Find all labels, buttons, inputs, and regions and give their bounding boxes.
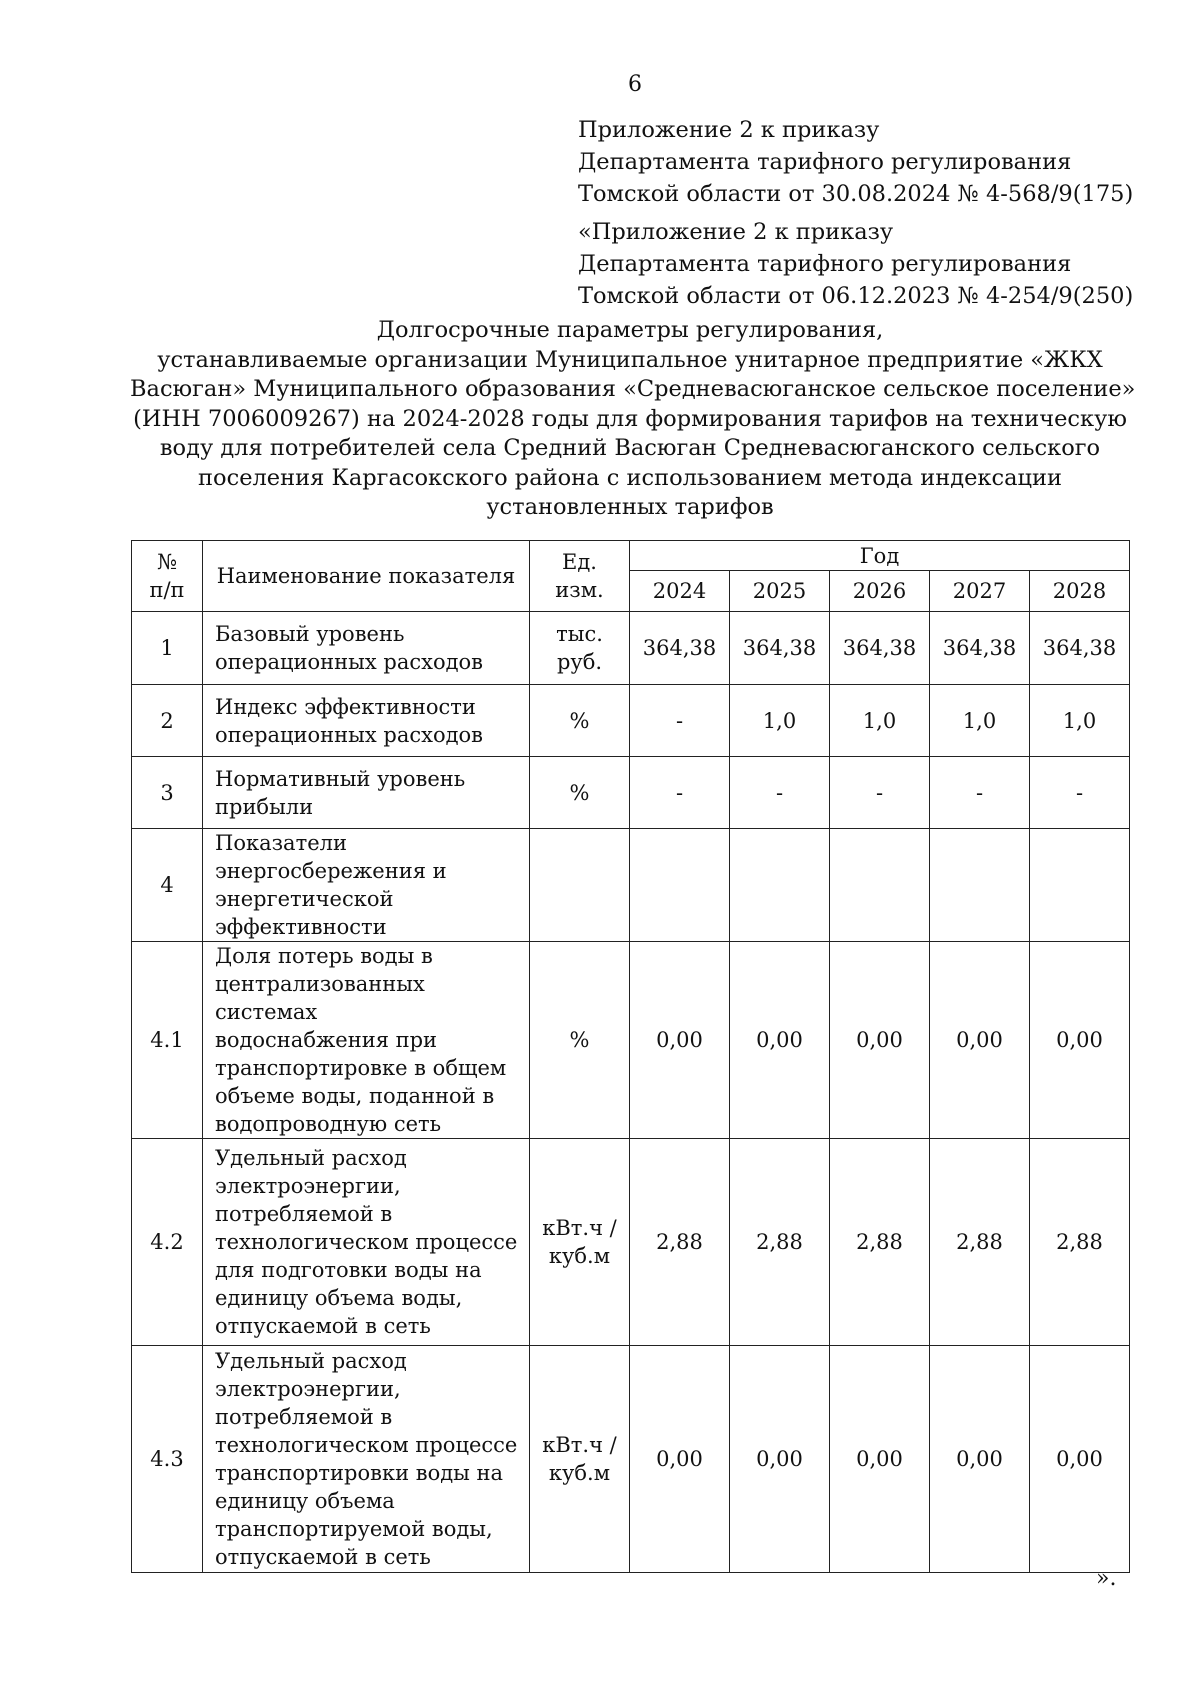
value-cell-2024: 364,38 [630,612,730,685]
table-row [132,942,1130,1139]
value-cell-2024: 2,88 [630,1139,730,1346]
appendix-current-line: Томской области от 30.08.2024 № 4-568/9(175) [578,181,1134,207]
row-number-cell: 1 [132,612,203,685]
indicator-name-line: Нормативный уровень [215,766,466,791]
value-cell-2026: 0,00 [830,942,930,1139]
header-year: 2027 [930,571,1030,612]
closing-quote-mark: ». [1096,1566,1117,1591]
value-cell-2027: 364,38 [930,612,1030,685]
indicator-name-line: Индекс эффективности [215,694,476,719]
indicator-name-line: Доля потерь воды в [215,944,433,968]
table-body [132,612,1130,1573]
indicator-name-line: транспортировки воды на [215,1461,504,1485]
header-year: 2026 [830,571,930,612]
value-cell-2024: - [630,757,730,829]
title-line: поселения Каргасокского района с использованием метода индексации [198,464,1062,491]
indicator-name-line: Базовый уровень [215,622,405,646]
value-cell-2024: - [630,685,730,757]
value-cell-2028: - [1030,757,1130,829]
header-year: 2028 [1030,571,1130,612]
row-number-cell: 4 [132,829,203,942]
unit-cell [530,612,630,685]
unit-line: кВт.ч / [542,1433,617,1457]
value-cell-2026: 0,00 [830,1346,930,1573]
unit-cell [530,757,630,829]
value-cell-2025 [730,829,830,942]
header-unit-line: Ед. [562,550,597,574]
unit-line: % [569,708,590,733]
indicator-name-line: операционных расходов [215,722,484,747]
indicator-name-line: отпускаемой в сеть [215,1314,431,1338]
unit-line: тыс. [556,622,603,646]
row-number-cell: 4.1 [132,942,203,1139]
indicator-name-line: Показатели [215,831,347,855]
indicator-name-line: Удельный расход [215,1349,407,1373]
value-cell-2028: 1,0 [1030,685,1130,757]
unit-line: % [569,780,590,805]
title-line: (ИНН 7006009267) на 2024-2028 годы для формирования тарифов на техническую [133,405,1127,432]
indicator-name-line: единицу объема воды, [215,1286,463,1310]
indicator-name-cell [203,942,530,1139]
value-cell-2027: - [930,757,1030,829]
title-line: Долгосрочные параметры регулирования, [376,317,884,343]
indicator-name-line: Удельный расход [215,1146,407,1170]
indicator-name-line: эффективности [215,915,387,939]
indicator-name-line: прибыли [215,794,314,819]
value-cell-2027 [930,829,1030,942]
unit-cell [530,1139,630,1346]
unit-line: куб.м [548,1244,611,1268]
table-row [132,829,1130,942]
table-row [132,685,1130,757]
value-cell-2025: 0,00 [730,942,830,1139]
appendix-current-line: Департамента тарифного регулирования [578,149,1072,175]
value-cell-2027: 2,88 [930,1139,1030,1346]
appendix-previous-line: Томской области от 06.12.2023 № 4-254/9(250) [578,283,1134,309]
title-line: Васюган» Муниципального образования «Средневасюганское сельское поселение» [130,376,1136,402]
indicator-name-cell [203,1139,530,1346]
unit-cell [530,685,630,757]
table-row [132,1139,1130,1346]
title-line: установленных тарифов [486,494,774,520]
value-cell-2027: 0,00 [930,942,1030,1139]
value-cell-2027: 0,00 [930,1346,1030,1573]
value-cell-2025: 2,88 [730,1139,830,1346]
header-number [132,541,203,612]
value-cell-2028: 0,00 [1030,1346,1130,1573]
indicator-name-line: отпускаемой в сеть [215,1545,431,1569]
unit-line: руб. [556,650,603,674]
indicator-name-line: объеме воды, поданной в [215,1084,495,1108]
header-indicator-name: Наименование показателя [203,541,530,612]
value-cell-2025: 1,0 [730,685,830,757]
row-number-cell: 3 [132,757,203,829]
unit-line: куб.м [548,1461,611,1485]
value-cell-2025: - [730,757,830,829]
indicator-name-cell [203,757,530,829]
row-number-cell: 2 [132,685,203,757]
appendix-current-line: Приложение 2 к приказу [578,117,880,143]
header-number-line: п/п [149,578,185,602]
indicator-name-line: операционных расходов [215,650,484,674]
value-cell-2026: - [830,757,930,829]
unit-cell [530,942,630,1139]
indicator-name-line: потребляемой в [215,1405,393,1429]
indicator-name-line: потребляемой в [215,1202,393,1226]
value-cell-2026: 2,88 [830,1139,930,1346]
table-row [132,757,1130,829]
unit-line: кВт.ч / [542,1216,617,1240]
appendix-previous-line: Департамента тарифного регулирования [578,251,1072,277]
header-unit [530,541,630,612]
appendix-previous-header [578,216,1133,312]
indicator-name-line: электроэнергии, [215,1174,401,1198]
indicator-name-cell [203,1346,530,1573]
indicator-name-line: централизованных системах [215,972,425,1024]
indicator-name-line: технологическом процессе [215,1230,518,1254]
value-cell-2024 [630,829,730,942]
indicator-name-cell [203,829,530,942]
indicator-name-line: технологическом процессе [215,1433,518,1457]
value-cell-2024: 0,00 [630,1346,730,1573]
value-cell-2027: 1,0 [930,685,1030,757]
indicator-name-line: энергосбережения и [215,859,447,883]
value-cell-2026: 1,0 [830,685,930,757]
value-cell-2026 [830,829,930,942]
appendix-current-header [578,114,1133,210]
indicator-name-line: водопроводную сеть [215,1112,442,1136]
header-year-group: Год [630,541,1130,571]
document-title [130,316,1136,523]
indicator-name-line: транспортировке в общем [215,1056,507,1080]
title-line: воду для потребителей села Средний Васюган Средневасюганского сельского [159,435,1101,461]
row-number-cell: 4.2 [132,1139,203,1346]
unit-cell [530,1346,630,1573]
indicator-name-line: электроэнергии, [215,1377,401,1401]
value-cell-2028: 364,38 [1030,612,1130,685]
header-year: 2025 [730,571,830,612]
indicator-name-cell [203,612,530,685]
indicator-name-cell [203,685,530,757]
title-line: устанавливаемые организации Муниципальное унитарное предприятие «ЖКХ [157,346,1103,373]
header-year: 2024 [630,571,730,612]
header-number-line: № [157,550,177,574]
value-cell-2028 [1030,829,1130,942]
table-row [132,1346,1130,1573]
value-cell-2028: 0,00 [1030,942,1130,1139]
unit-line: % [569,1028,590,1052]
page-number: 6 [628,72,642,97]
value-cell-2026: 364,38 [830,612,930,685]
table-row [132,612,1130,685]
indicator-name-line: энергетической [215,887,394,911]
parameters-table [131,540,1130,1573]
header-unit-line: изм. [555,578,604,602]
indicator-name-line: водоснабжения при [215,1028,438,1052]
value-cell-2025: 364,38 [730,612,830,685]
value-cell-2024: 0,00 [630,942,730,1139]
unit-cell [530,829,630,942]
indicator-name-line: для подготовки воды на [215,1258,482,1282]
row-number-cell: 4.3 [132,1346,203,1573]
indicator-name-line: транспортируемой воды, [215,1517,493,1541]
value-cell-2028: 2,88 [1030,1139,1130,1346]
indicator-name-line: единицу объема [215,1489,395,1513]
appendix-previous-line: «Приложение 2 к приказу [578,219,894,245]
value-cell-2025: 0,00 [730,1346,830,1573]
